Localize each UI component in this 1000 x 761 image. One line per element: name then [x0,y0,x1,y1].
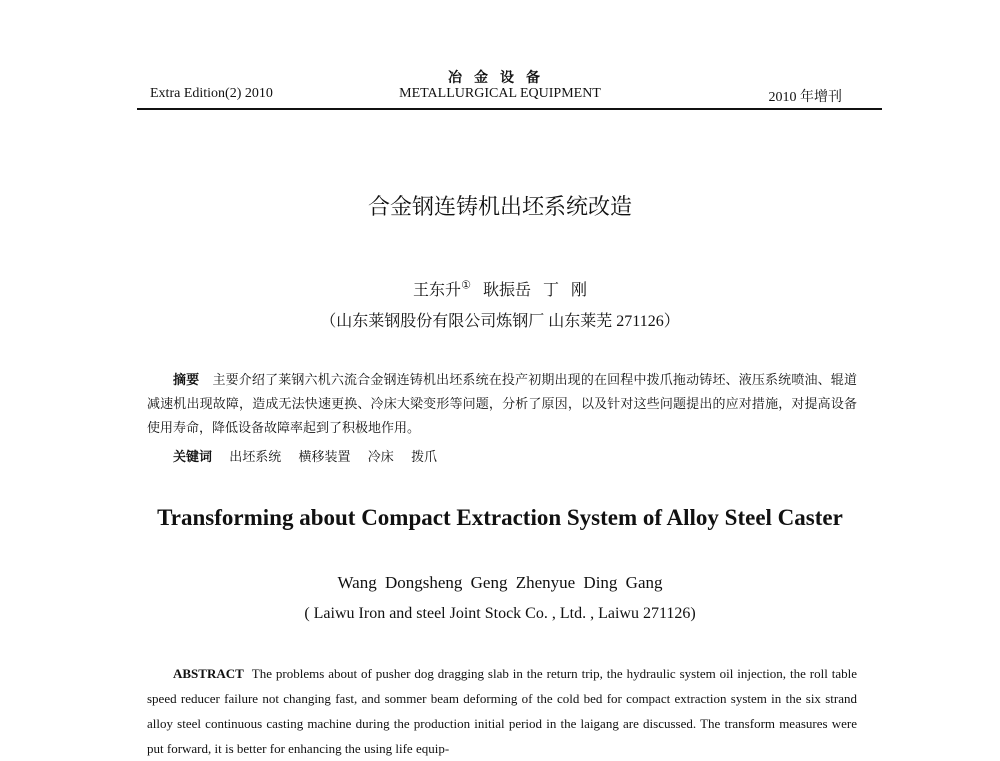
abstract-en-text: The problems about of pusher dog dragging slab in the return trip, the hydraulic system oil injection, the roll table speed reducer failure not changing fast, and sommer beam deforming of the cold bed for compact extraction system in the six strand alloy steel continuous casting machine during the production initial period in the laigang are discussed. The transform measures were put forward, it is better for enhancing the using life equip- [147,666,857,756]
keyword-item: 出坯系统 [229,449,282,464]
keyword-item: 拨爪 [411,449,438,464]
abstract-cn-label: 摘要 [173,372,200,387]
affiliation-cn: （山东莱钢股份有限公司炼钢厂 山东莱芜 271126） [320,313,680,330]
abstract-cn-text: 主要介绍了莱钢六机六流合金钢连铸机出坯系统在投产初期出现的在回程中拨爪拖动铸坯、液压系统喷油、辊道减速机出现故障，造成无法快速更换、冷床大梁变形等问题，分析了原因，以及针对这些问题提出的应对措施，对提高设备使用寿命，降低设备故障率起到了积极地作用。 [147,372,857,435]
keyword-item: 冷床 [367,449,394,464]
authors-en: Wang Dongsheng Geng Zhenyue Ding Gang [337,573,663,592]
keyword-item: 横移装置 [298,449,351,464]
author-footnote-mark: ① [461,279,471,292]
journal-name-en: METALLURGICAL EQUIPMENT [399,86,601,101]
paper-title-cn: 合金钢连铸机出坯系统改造 [367,195,632,220]
paper-title-en: Transforming about Compact Extraction System of Alloy Steel Caster [157,505,843,530]
abstract-cn [147,368,857,440]
running-header-edition: Extra Edition(2) 2010 [150,86,273,101]
authors-cn [0,277,1000,300]
keywords-cn [173,446,437,465]
first-author-cn: 王东升 [413,282,462,299]
running-header-year: 2010 年增刊 [768,90,842,105]
keywords-cn-label: 关键词 [173,449,213,464]
header-rule [137,108,882,110]
other-authors-cn: 耿振岳 丁 刚 [482,282,587,299]
abstract-en [147,661,857,761]
affiliation-en: ( Laiwu Iron and steel Joint Stock Co. , Ltd. , Laiwu 271126) [304,605,696,622]
abstract-en-label: ABSTRACT [173,666,244,681]
journal-name-cn: 冶金设备 [448,71,552,86]
